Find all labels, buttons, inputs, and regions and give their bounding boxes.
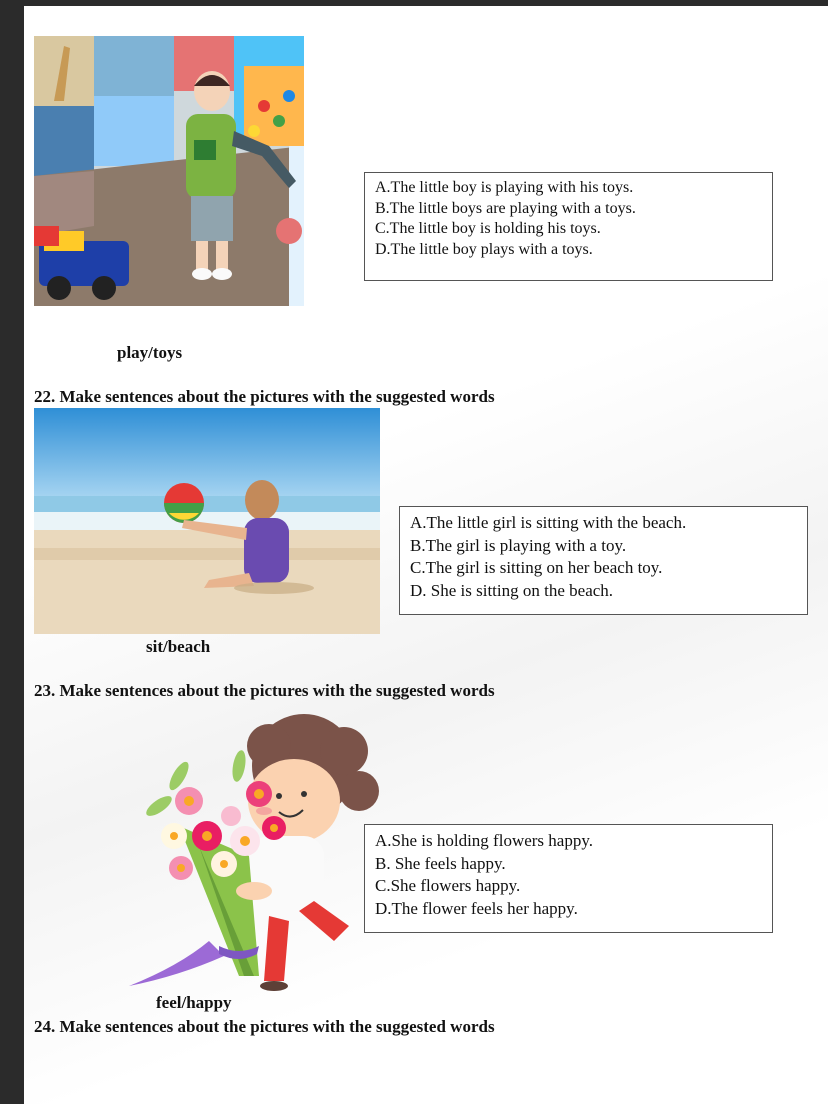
q22-option-b[interactable]: B.The girl is playing with a toy.: [410, 535, 627, 555]
q24-heading: 24. Make sentences about the pictures with the suggested words: [34, 1017, 495, 1036]
worksheet-page: [24, 6, 828, 1104]
boy-with-toys-photo: [34, 36, 304, 306]
q21-hint: play/toys: [117, 343, 183, 362]
q23-option-b[interactable]: B. She feels happy.: [375, 853, 506, 873]
q22-option-d[interactable]: D. She is sitting on the beach.: [410, 580, 614, 600]
q21-option-c[interactable]: C.The little boy is holding his toys.: [375, 220, 601, 237]
q21-option-b[interactable]: B.The little boys are playing with a toys.: [375, 199, 636, 217]
q23-heading: 23. Make sentences about the pictures with the suggested words: [34, 681, 495, 700]
q21-options-box: [364, 172, 773, 281]
q22-hint: sit/beach: [146, 637, 211, 656]
q23-option-a[interactable]: A.She is holding flowers happy.: [375, 831, 593, 850]
girl-on-beach-photo: [34, 408, 380, 634]
q21-option-d[interactable]: D.The little boy plays with a toys.: [375, 240, 593, 258]
q22-options-box: [399, 506, 808, 615]
q22-heading: 22. Make sentences about the pictures with the suggested words: [34, 387, 495, 406]
q22-option-a[interactable]: A.The little girl is sitting with the beach.: [410, 513, 687, 532]
q22-option-c[interactable]: C.The girl is sitting on her beach toy.: [410, 558, 663, 577]
q23-option-d[interactable]: D.The flower feels her happy.: [375, 898, 578, 918]
child-with-flowers-illustration: [119, 706, 384, 1001]
q23-options-box: [364, 824, 773, 933]
q21-option-a[interactable]: A.The little boy is playing with his toys.: [375, 179, 634, 196]
q23-option-c[interactable]: C.She flowers happy.: [375, 876, 521, 895]
q23-hint: feel/happy: [156, 993, 232, 1012]
